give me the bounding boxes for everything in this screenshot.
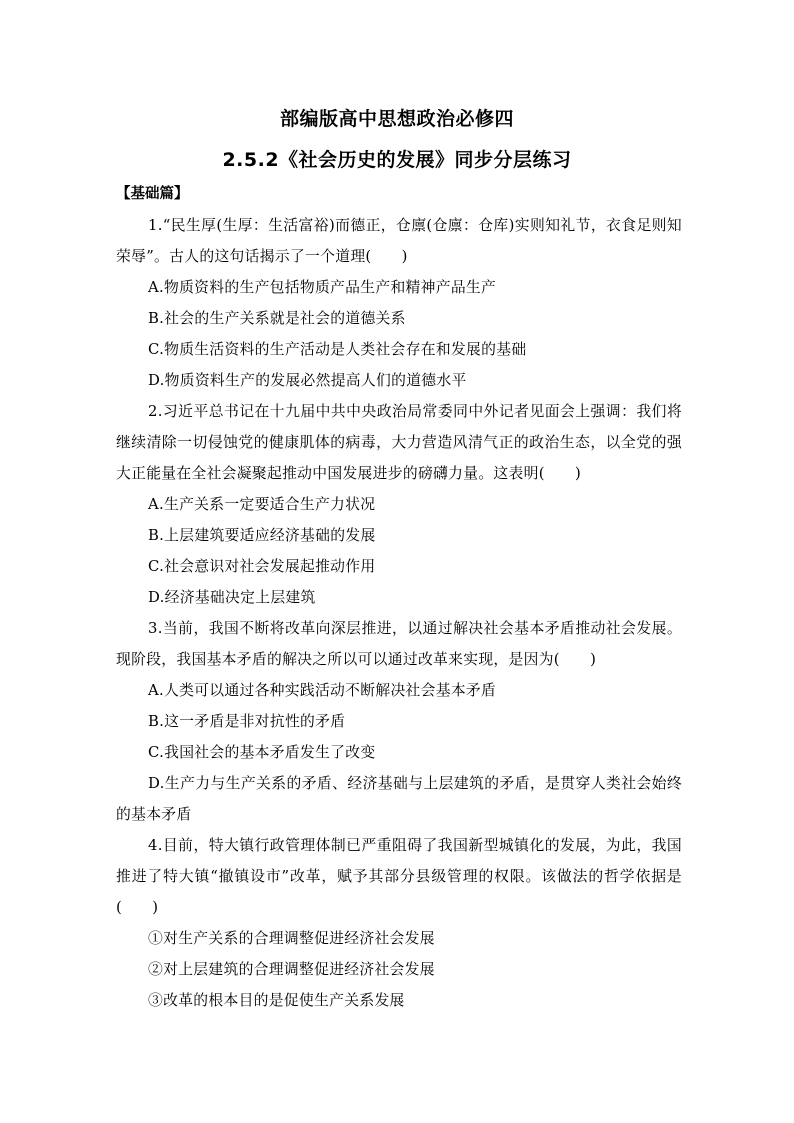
question-stem: 4.目前，特大镇行政管理体制已严重阻碍了我国新型城镇化的发展，为此，我国推进了特大镇“撤镇设市”改革，赋予其部分县级管理的权限。该做法的哲学依据是( ) [116,837,682,916]
question-stem: 3.当前，我国不断将改革向深层推进，以通过解决社会基本矛盾推动社会发展。现阶段，我国基本矛盾的解决之所以可以通过改革来实现，是因为( ) [116,620,682,668]
answer-option: D.物质资料生产的发展必然提高人们的道德水平 [148,372,467,389]
answer-option: D.经济基础决定上层建筑 [148,589,316,606]
answer-option: ③改革的根本目的是促使生产关系发展 [148,992,405,1009]
answer-option: C.我国社会的基本矛盾发生了改变 [148,744,376,761]
answer-option: ②对上层建筑的合理调整促进经济社会发展 [148,961,435,978]
document-subtitle: 2.5.2《社会历史的发展》同步分层练习 [222,149,572,171]
answer-option: B.这一矛盾是非对抗性的矛盾 [148,713,346,730]
answer-option: ①对生产关系的合理调整促进经济社会发展 [148,930,435,947]
answer-option: C.社会意识对社会发展起推动作用 [148,558,376,575]
answer-option: C.物质生活资料的生产活动是人类社会存在和发展的基础 [148,341,527,358]
section-label: 【基础篇】 [116,186,189,202]
question-stem: 2.习近平总书记在十九届中共中央政治局常委同中外记者见面会上强调：我们将继续清除一切侵蚀党的健康肌体的病毒，大力营造风清气正的政治生态，以全党的强大正能量在全社会凝聚起推动中国发展进步的磅礴力量。这表明( ) [116,403,682,482]
answer-option: A.人类可以通过各种实践活动不断解决社会基本矛盾 [148,682,497,699]
document-title: 部编版高中思想政治必修四 [279,108,514,130]
answer-option: B.社会的生产关系就是社会的道德关系 [148,310,406,327]
answer-option: A.生产关系一定要适合生产力状况 [148,496,376,513]
question-stem: 1.“民生厚(生厚：生活富裕)而德正，仓廪(仓廪：仓库)实则知礼节，衣食足则知荣辱”。古人的这句话揭示了一个道理( ) [116,217,682,265]
question-list [116,210,682,1016]
answer-option: D.生产力与生产关系的矛盾、经济基础与上层建筑的矛盾，是贯穿人类社会始终的基本矛盾 [116,775,682,823]
answer-option: A.物质资料的生产包括物质产品生产和精神产品生产 [148,279,497,296]
answer-option: B.上层建筑要适应经济基础的发展 [148,527,376,544]
